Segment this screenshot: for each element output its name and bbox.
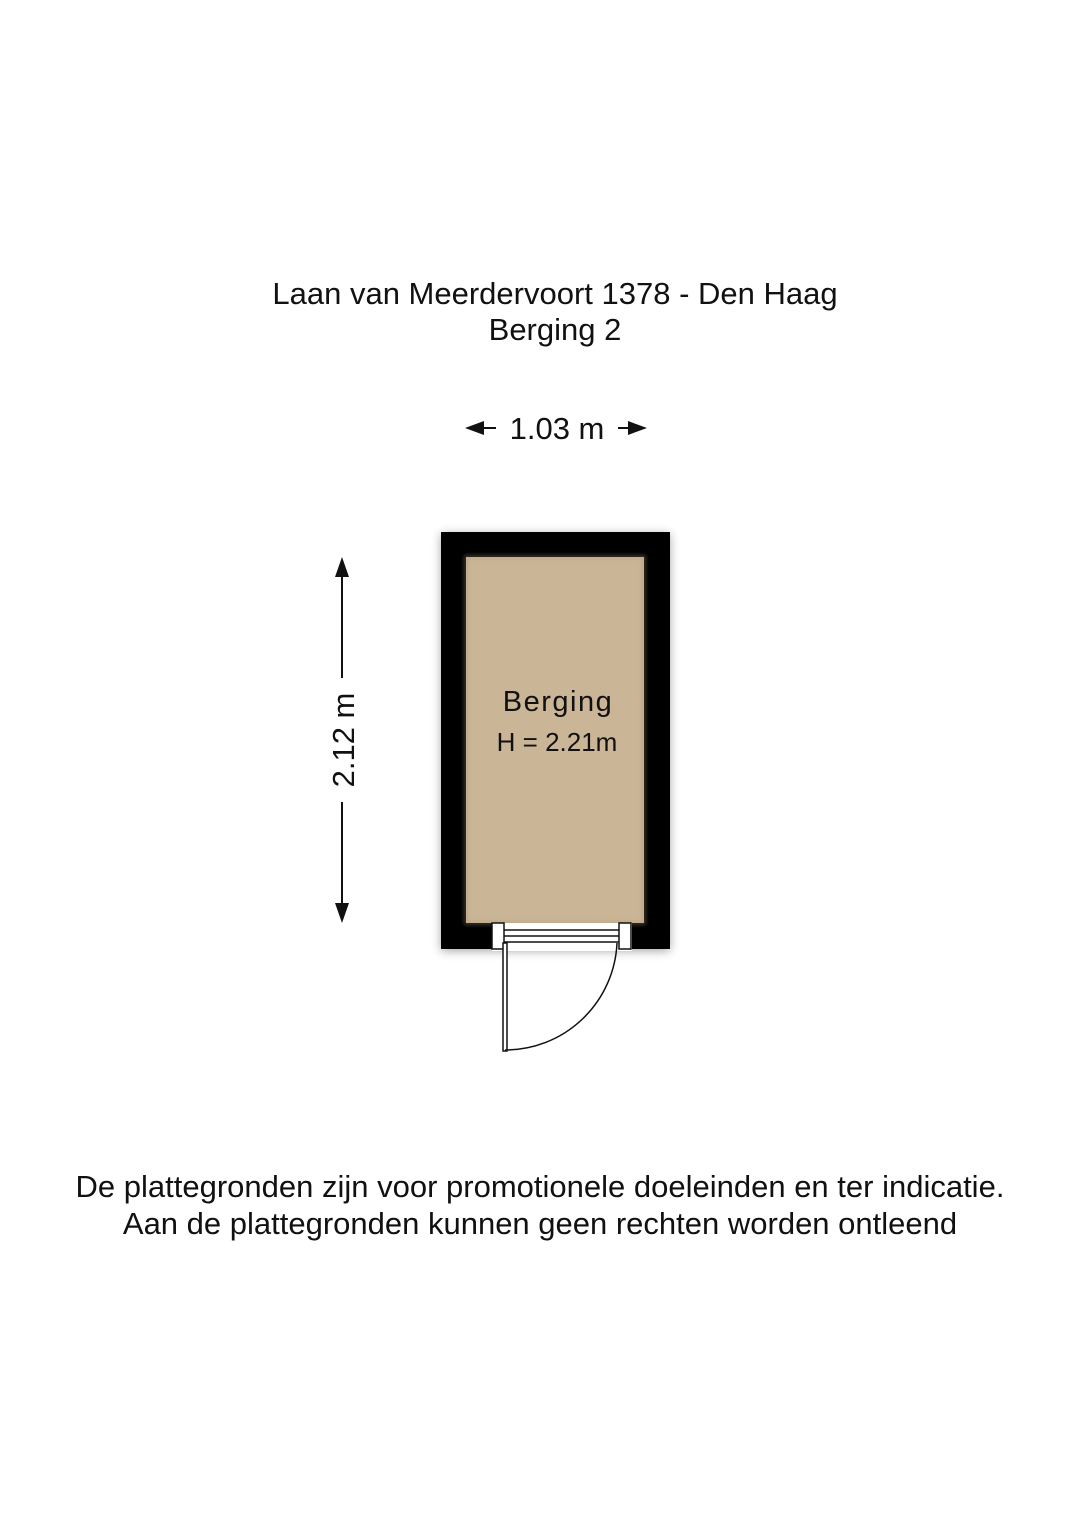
width-arrowhead-right: [628, 421, 647, 435]
door-frame-right: [619, 923, 631, 949]
door: [492, 923, 632, 1051]
plan-subtitle: Berging 2: [488, 312, 622, 347]
width-arrowhead-left: [465, 421, 484, 435]
width-label: 1.03 m: [509, 411, 605, 446]
height-arrowhead-bottom: [335, 903, 349, 923]
height-dimension: [326, 557, 361, 923]
width-dimension: [465, 411, 647, 446]
door-swing-arc: [505, 943, 617, 1050]
room-height: H = 2.21m: [496, 727, 618, 757]
door-leaf: [503, 943, 507, 1051]
disclaimer: [0, 1168, 1080, 1242]
disclaimer-line-1: De plattegronden zijn voor promotionele doeleinden en ter indicatie.: [75, 1169, 1005, 1204]
door-opening: [492, 923, 632, 951]
height-label: 2.12 m: [326, 692, 361, 788]
room-name: Berging: [502, 686, 614, 718]
disclaimer-line-2: Aan de plattegronden kunnen geen rechten worden ontleend: [122, 1206, 958, 1241]
door-frame-left: [492, 923, 504, 949]
address-title: Laan van Meerdervoort 1378 - Den Haag: [272, 276, 838, 311]
